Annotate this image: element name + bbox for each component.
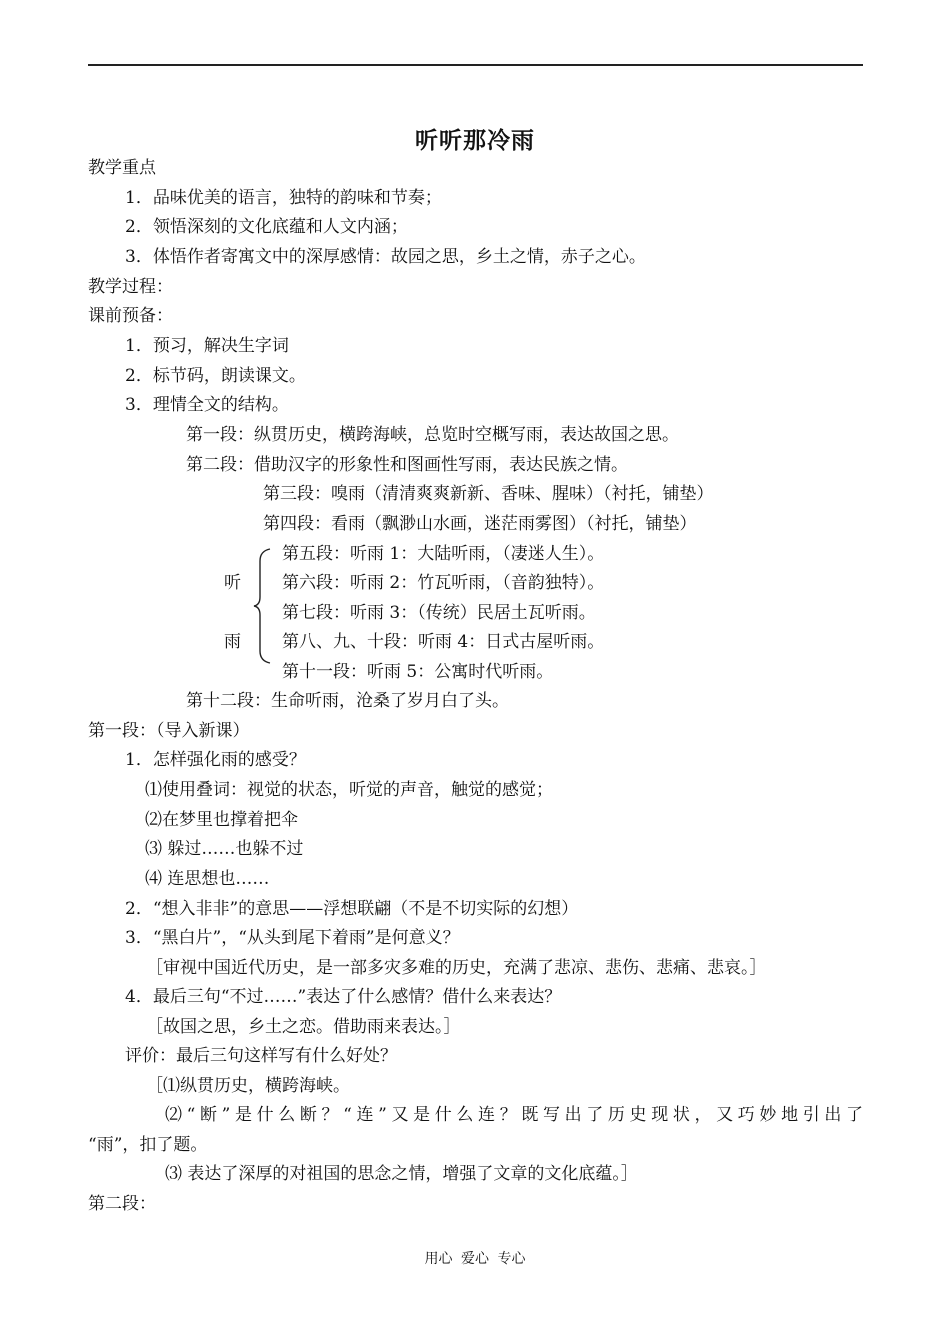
text-line: 3．理情全文的结构。 xyxy=(125,395,289,415)
text-line: 1．预习，解决生字词 xyxy=(125,336,289,356)
text-line: ［审视中国近代历史，是一部多灾多难的历史，充满了悲凉、悲伤、悲痛、悲哀。］ xyxy=(146,958,767,978)
header-rule xyxy=(88,64,863,66)
text-line: 教学重点 xyxy=(88,158,156,178)
document-title: 听听那冷雨 xyxy=(415,127,535,154)
text-line: 第十二段：生命听雨，沧桑了岁月白了头。 xyxy=(186,691,509,711)
text-line: 第一段：（导入新课） xyxy=(88,721,250,741)
brace-label-upper: 听 xyxy=(224,573,241,593)
text-line: ⑶ 躲过……也躲不过 xyxy=(145,839,304,859)
text-line: 2．“想入非非”的意思——浮想联翩（不是不切实际的幻想） xyxy=(125,899,579,919)
text-line: 第二段： xyxy=(88,1194,156,1214)
text-line: 第六段：听雨 2：竹瓦听雨，（音韵独特）。 xyxy=(282,573,605,593)
text-line: “雨”，扣了题。 xyxy=(88,1135,208,1155)
text-line: 3．“黑白片”，“从头到尾下着雨”是何意义？ xyxy=(125,928,460,948)
text-line: 第一段：纵贯历史，横跨海峡，总览时空概写雨，表达故国之思。 xyxy=(186,425,679,445)
text-line: ⑷ 连思想也…… xyxy=(145,869,270,889)
text-line: 2．领悟深刻的文化底蕴和人文内涵； xyxy=(125,217,408,237)
text-line: ⑵“断”是什么断？“连”又是什么连？既写出了历史现状，又巧妙地引出了 xyxy=(165,1105,863,1125)
page-footer: 用心 爱心 专心 xyxy=(424,1251,526,1267)
text-line: 课前预备： xyxy=(88,306,173,326)
text-line: 第八、九、十段：听雨 4：日式古屋听雨。 xyxy=(282,632,605,652)
text-line: 2．标节码，朗读课文。 xyxy=(125,366,306,386)
text-line: 第二段：借助汉字的形象性和图画性写雨，表达民族之情。 xyxy=(186,455,628,475)
brace-label-lower: 雨 xyxy=(224,632,241,652)
text-line: 教学过程： xyxy=(88,277,173,297)
text-line: ［⑴纵贯历史，横跨海峡。 xyxy=(146,1076,350,1096)
text-line: 4．最后三句“不过……”表达了什么感情？借什么来表达？ xyxy=(125,987,562,1007)
text-line: 第七段：听雨 3：（传统）民居土瓦听雨。 xyxy=(282,603,596,623)
text-line: ⑶ 表达了深厚的对祖国的思念之情，增强了文章的文化底蕴。］ xyxy=(165,1164,638,1184)
text-line: 3．体悟作者寄寓文中的深厚感情：故园之思，乡土之情，赤子之心。 xyxy=(125,247,646,267)
text-line: ⑵在梦里也撑着把伞 xyxy=(145,810,298,830)
text-line: ［故国之思，乡土之恋。借助雨来表达。］ xyxy=(146,1017,461,1037)
text-line: 1．怎样强化雨的感受？ xyxy=(125,750,306,770)
text-line: 第十一段：听雨 5：公寓时代听雨。 xyxy=(282,662,554,682)
text-line: 第五段：听雨 1：大陆听雨，（凄迷人生）。 xyxy=(282,544,605,564)
text-line: 评价：最后三句这样写有什么好处？ xyxy=(125,1046,397,1066)
curly-brace-icon xyxy=(252,547,274,665)
text-line: 1．品味优美的语言，独特的韵味和节奏； xyxy=(125,188,442,208)
text-line: 第四段：看雨（飘渺山水画，迷茫雨雾图）（衬托，铺垫） xyxy=(263,514,697,534)
text-line: ⑴使用叠词：视觉的状态，听觉的声音，触觉的感觉； xyxy=(145,780,553,800)
text-line: 第三段：嗅雨（清清爽爽新新、香味、腥味）（衬托，铺垫） xyxy=(263,484,714,504)
